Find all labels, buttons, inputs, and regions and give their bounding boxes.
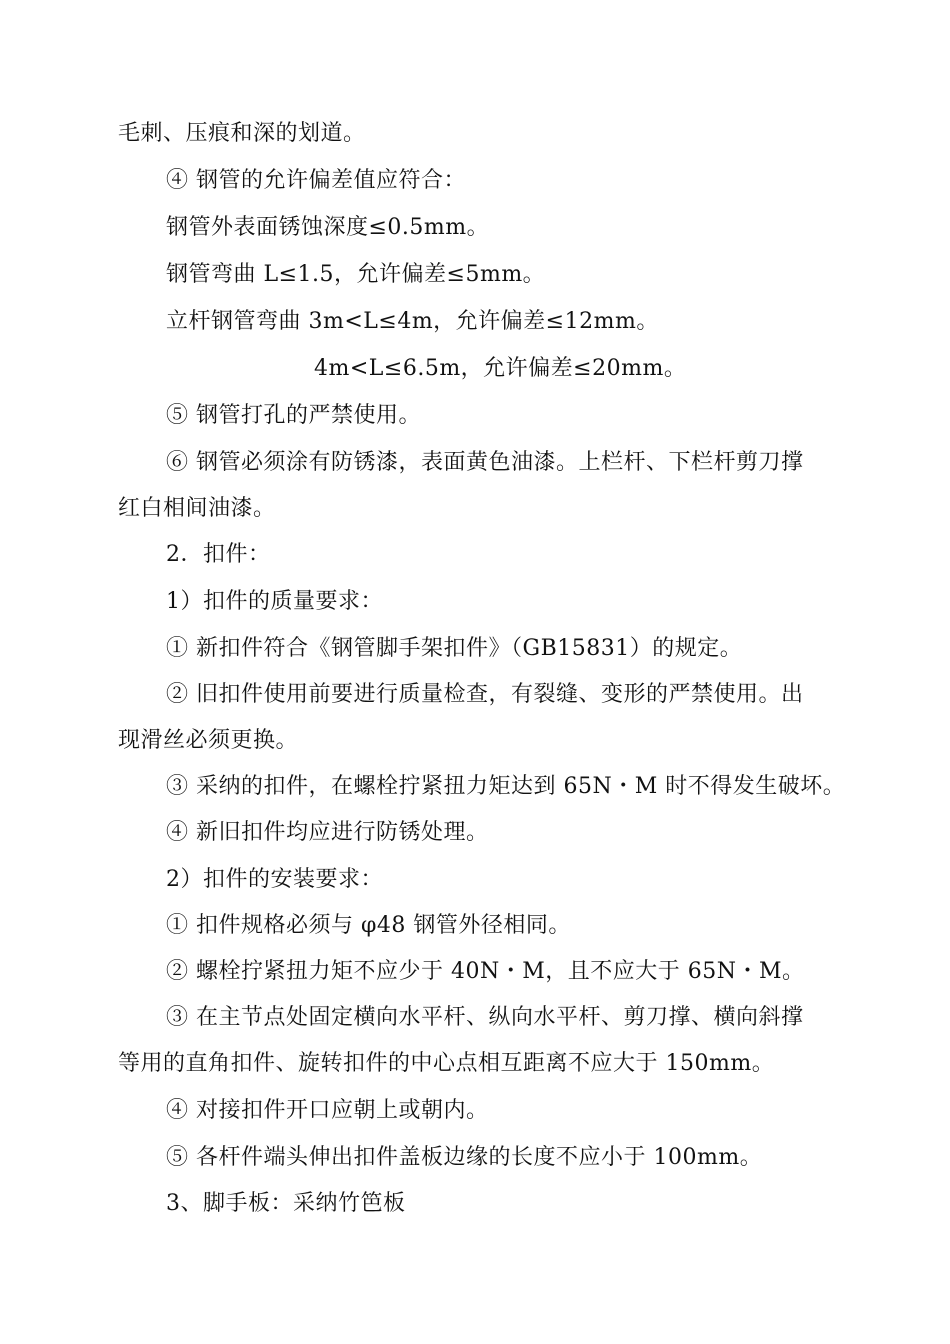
text-line: ⑥ 钢管必须涂有防锈漆，表面黄色油漆。上栏杆、下栏杆剪刀撑 [166, 450, 804, 475]
text-line: 4m<L≤6.5m，允许偏差≤20mm。 [314, 356, 687, 381]
text-line: ① 扣件规格必须与 φ48 钢管外径相同。 [166, 913, 571, 938]
text-line: 钢管外表面锈蚀深度≤0.5mm。 [166, 215, 490, 240]
text-line: ④ 对接扣件开口应朝上或朝内。 [166, 1098, 489, 1123]
text-line: ⑤ 钢管打孔的严禁使用。 [166, 403, 421, 428]
text-line: 立杆钢管弯曲 3m<L≤4m，允许偏差≤12mm。 [166, 309, 659, 334]
text-line: 等用的直角扣件、旋转扣件的中心点相互距离不应大于 150mm。 [118, 1051, 775, 1076]
text-line: ③ 采纳的扣件，在螺栓拧紧扭力矩达到 65N・M 时不得发生破坏。 [166, 774, 846, 799]
subsection-heading: 1）扣件的质量要求： [166, 589, 383, 614]
section-heading: 3、脚手板：采纳竹笆板 [166, 1191, 406, 1216]
text-line: ② 螺栓拧紧扭力矩不应少于 40N・M，且不应大于 65N・M。 [166, 959, 805, 984]
text-line: ⑤ 各杆件端头伸出扣件盖板边缘的长度不应小于 100mm。 [166, 1145, 763, 1170]
text-line: 红白相间油漆。 [118, 496, 276, 521]
text-line: 现滑丝必须更换。 [118, 728, 299, 753]
text-line: ④ 钢管的允许偏差值应符合： [166, 168, 466, 193]
text-line: ③ 在主节点处固定横向水平杆、纵向水平杆、剪刀撑、横向斜撑 [166, 1005, 804, 1030]
section-heading: 2．扣件： [166, 542, 271, 567]
text-line: ① 新扣件符合《钢管脚手架扣件》（GB15831）的规定。 [166, 636, 743, 661]
text-line: ④ 新旧扣件均应进行防锈处理。 [166, 820, 489, 845]
subsection-heading: 2）扣件的安装要求： [166, 867, 383, 892]
text-line: ② 旧扣件使用前要进行质量检查，有裂缝、变形的严禁使用。出 [166, 682, 804, 707]
text-line: 钢管弯曲 L≤1.5，允许偏差≤5mm。 [166, 262, 546, 287]
text-line: 毛刺、压痕和深的划道。 [118, 121, 366, 146]
